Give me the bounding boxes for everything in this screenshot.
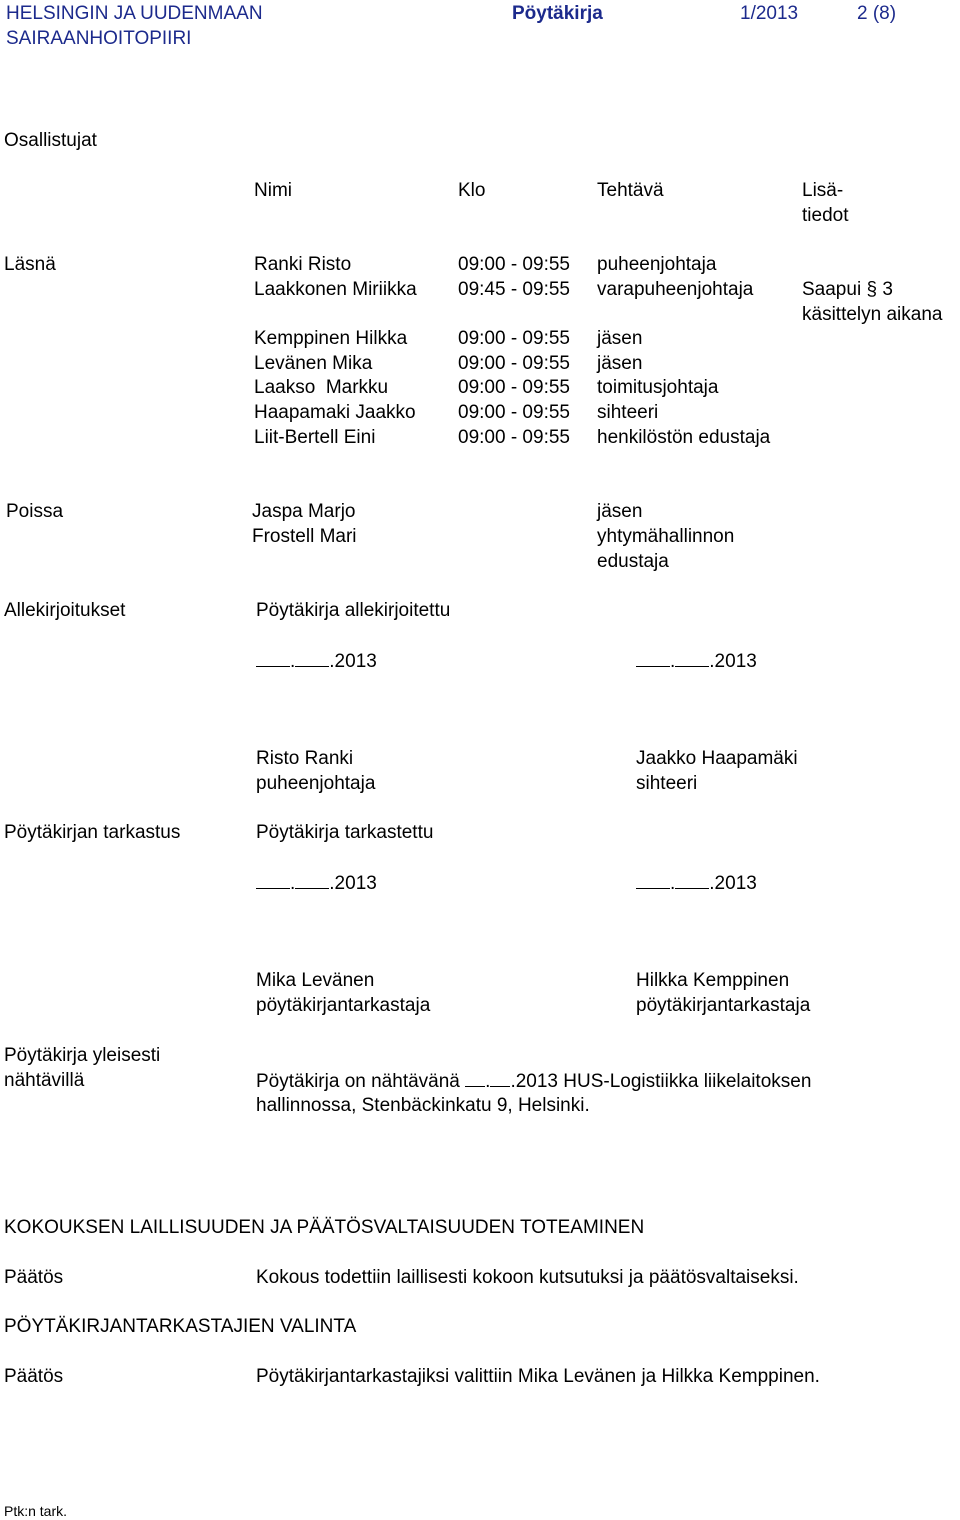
section-heading: KOKOUKSEN LAILLISUUDEN JA PÄÄTÖSVALTAISUUDEN TOTEAMINEN [4,1217,645,1238]
date-year: .2013 [329,651,377,672]
col-header-info-line2: tiedot [802,205,849,226]
signatures-label: Allekirjoitukset [4,600,126,621]
signature-date-right: . .2013 [636,648,757,674]
present-time: 09:00 - 09:55 [458,377,570,398]
present-role: puheenjohtaja [597,254,717,275]
reviewer-title-right: pöytäkirjantarkastaja [636,995,811,1016]
review-text: Pöytäkirja tarkastettu [256,822,434,843]
signer-name-left: Risto Ranki [256,748,354,769]
section-number: 3 [882,279,893,300]
present-time: 09:00 - 09:55 [458,353,570,374]
review-date-right: . .2013 [636,870,757,896]
absent-role-line1: yhtymähallinnon [597,526,735,547]
public-text-line1: Pöytäkirja on nähtävänä . .2013 HUS-Logistiikka liikelaitoksen [256,1068,811,1094]
review-label: Pöytäkirjan tarkastus [4,822,181,843]
decision-text: Pöytäkirjantarkastajiksi valittiin Mika Levänen ja Hilkka Kemppinen. [256,1366,820,1387]
present-name: Laakso Markku [254,377,389,398]
date-year: .2013 [709,651,757,672]
present-name: Kemppinen Hilkka [254,328,408,349]
present-info-line1 [802,277,893,302]
absent-name: Frostell Mari [252,526,357,547]
present-info-line2: käsittelyn aikana [802,304,943,325]
present-time: 09:00 - 09:55 [458,254,570,275]
decision-label: Päätös [4,1366,64,1387]
signer-title-right: sihteeri [636,773,698,794]
present-time: 09:00 - 09:55 [458,402,570,423]
signatures-text: Pöytäkirja allekirjoitettu [256,600,451,621]
present-role: jäsen [597,328,643,349]
present-time: 09:00 - 09:55 [458,328,570,349]
absent-role: jäsen [597,501,643,522]
review-date-left: . .2013 [256,870,377,896]
participants-heading: Osallistujat [4,130,97,151]
col-header-info-line1: Lisä- [802,180,844,201]
present-role: toimitusjohtaja [597,377,719,398]
doc-number: 1/2013 [740,3,799,24]
present-time: 09:45 - 09:55 [458,279,570,300]
signature-date-left: . .2013 [256,648,377,674]
signer-title-left: puheenjohtaja [256,773,376,794]
doc-type: Pöytäkirja [512,3,603,24]
present-role: varapuheenjohtaja [597,279,754,300]
section-heading: PÖYTÄKIRJANTARKASTAJIEN VALINTA [4,1316,357,1337]
present-name: Ranki Risto [254,254,352,275]
public-label-line2: nähtävillä [4,1070,85,1091]
absent-name: Jaspa Marjo [252,501,356,522]
decision-label: Päätös [4,1267,64,1288]
footer-review-mark: Ptk:n tark. [4,1503,68,1519]
reviewer-name-right: Hilkka Kemppinen [636,970,790,991]
public-text-after: .2013 HUS-Logistiikka liikelaitoksen [510,1071,812,1092]
present-time: 09:00 - 09:55 [458,427,570,448]
present-name: Liit-Bertell Eini [254,427,376,448]
date-year: .2013 [709,873,757,894]
signer-name-right: Jaakko Haapamäki [636,748,798,769]
org-name-line1: HELSINGIN JA UUDENMAAN [6,3,263,24]
date-year: .2013 [329,873,377,894]
absent-role-line2: edustaja [597,551,669,572]
present-name: Laakkonen Miriikka [254,279,417,300]
present-info-text: Saapui [802,279,862,300]
col-header-role: Tehtävä [597,180,664,201]
public-text-line2: hallinnossa, Stenbäckinkatu 9, Helsinki. [256,1095,590,1116]
reviewer-title-left: pöytäkirjantarkastaja [256,995,431,1016]
col-header-name: Nimi [254,180,292,201]
present-label: Läsnä [4,254,56,275]
section-sign: § [866,279,878,300]
present-name: Haapamaki Jaakko [254,402,416,423]
present-name: Levänen Mika [254,353,373,374]
decision-text: Kokous todettiin laillisesti kokoon kutsutuksi ja päätösvaltaiseksi. [256,1267,799,1288]
present-role: sihteeri [597,402,659,423]
page-number: 2 (8) [857,3,897,24]
reviewer-name-left: Mika Levänen [256,970,375,991]
public-text-before: Pöytäkirja on nähtävänä [256,1071,460,1092]
col-header-time: Klo [458,180,486,201]
present-role: henkilöstön edustaja [597,427,771,448]
present-role: jäsen [597,353,643,374]
org-name-line2: SAIRAANHOITOPIIRI [6,28,192,49]
public-label-line1: Pöytäkirja yleisesti [4,1045,161,1066]
absent-label: Poissa [6,501,64,522]
